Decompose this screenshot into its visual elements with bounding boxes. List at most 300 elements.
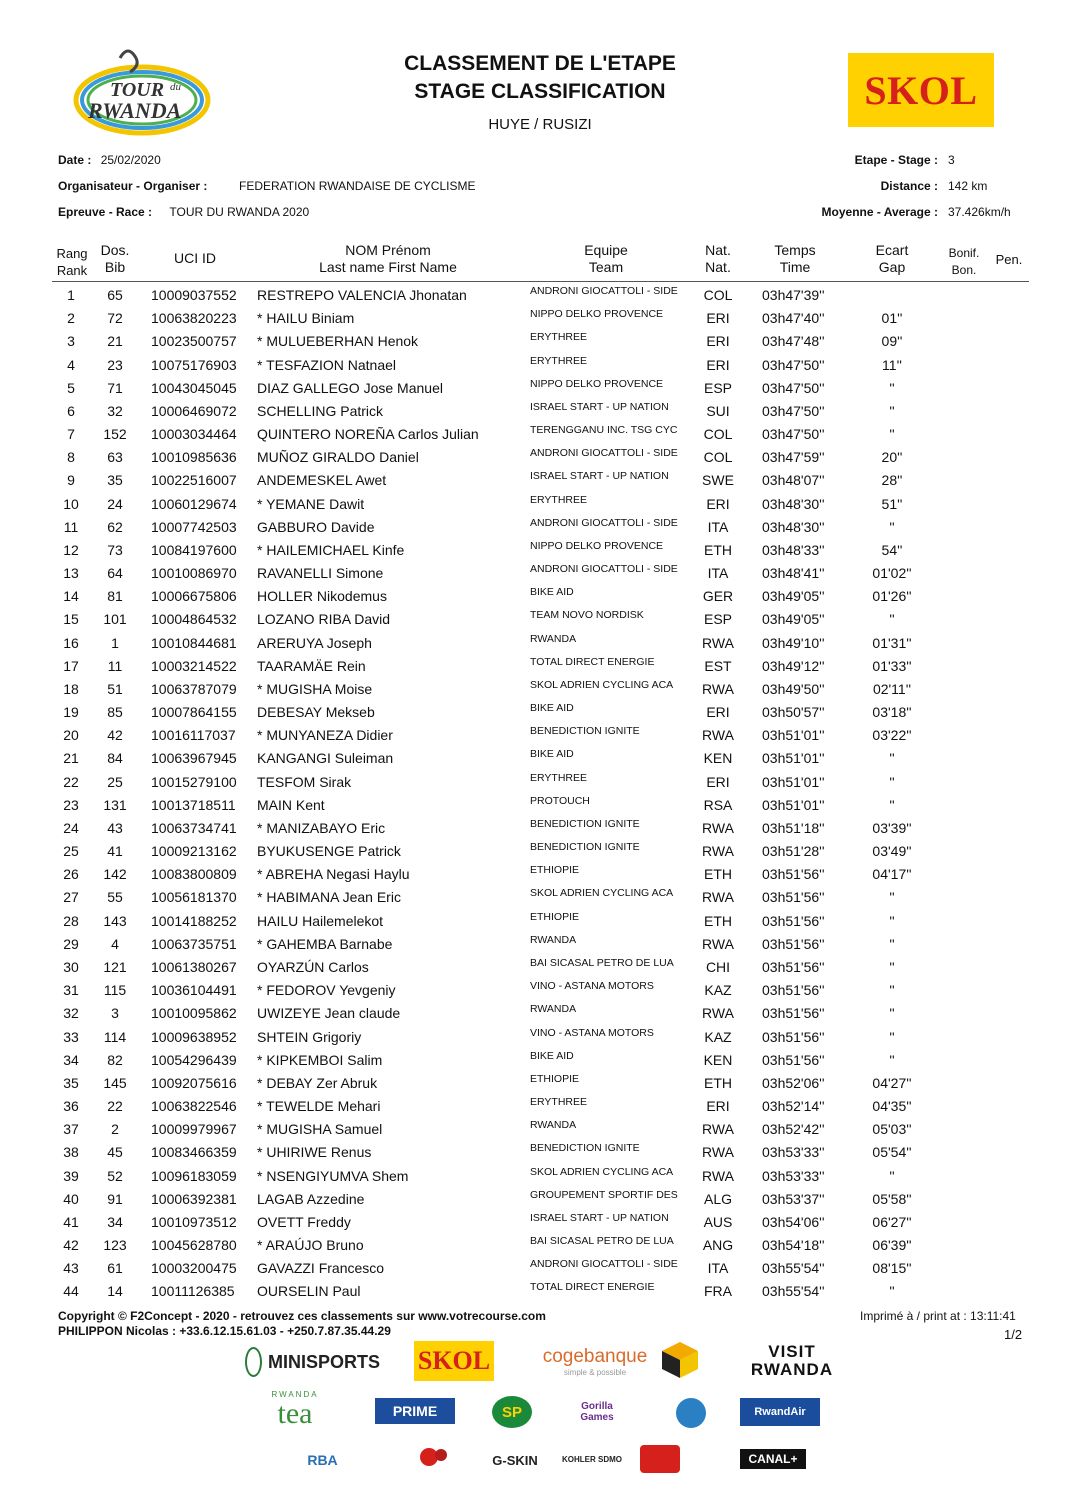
nat-cell: FRA [704, 1283, 732, 1300]
time-cell: 03h49'05'' [762, 611, 825, 628]
col-name: NOM Prénom Last name First Name [319, 242, 457, 275]
nat-cell: RWA [702, 634, 734, 651]
time-cell: 03h51'01'' [762, 773, 825, 790]
nat-cell: ETH [704, 912, 732, 929]
table-row [0, 932, 1080, 955]
table-row [0, 1256, 1080, 1279]
gap-cell: 11'' [882, 356, 902, 373]
uci-cell: 10010095862 [151, 1005, 237, 1022]
time-cell: 03h50'57'' [762, 704, 825, 721]
title-french: CLASSEMENT DE L'ETAPE [404, 52, 676, 75]
bib-cell: 73 [107, 541, 123, 558]
visit-rwanda-logo: VISIT RWANDA [750, 1342, 834, 1379]
bib-cell: 152 [103, 426, 127, 443]
time-cell: 03h47'59'' [762, 449, 825, 466]
bib-cell: 142 [103, 866, 127, 883]
nat-cell: COL [703, 287, 733, 303]
table-row [0, 607, 1080, 630]
table-row [0, 1233, 1080, 1256]
time-cell: 03h49'12'' [762, 657, 825, 674]
rank-cell: 11 [63, 518, 79, 535]
rank-cell: 42 [63, 1237, 79, 1254]
stage-label: Etape - Stage : [854, 153, 938, 167]
name-cell: DIAZ GALLEGO Jose Manuel [257, 379, 443, 396]
rank-cell: 32 [63, 1005, 79, 1022]
name-cell: OURSELIN Paul [257, 1283, 361, 1300]
name-cell: ARERUYA Joseph [257, 634, 372, 651]
team-cell: PROTOUCH [530, 794, 590, 807]
time-cell: 03h49'10'' [762, 634, 825, 651]
bib-cell: 71 [107, 379, 123, 396]
team-cell: BIKE AID [530, 702, 574, 715]
gap-cell: 05'58'' [872, 1190, 912, 1207]
table-row [0, 885, 1080, 908]
name-cell: * UHIRIWE Renus [257, 1144, 372, 1161]
rank-cell: 43 [63, 1260, 79, 1277]
gap-cell: 04'17'' [872, 866, 912, 883]
uci-cell: 10045628780 [151, 1237, 237, 1254]
bib-cell: 21 [107, 333, 123, 350]
team-cell: ANDRONI GIOCATTOLI - SIDE [530, 516, 678, 529]
uci-cell: 10063820223 [151, 310, 237, 327]
rank-cell: 40 [63, 1190, 79, 1207]
skol-logo-text: SKOL [864, 67, 978, 113]
bib-cell: 81 [107, 588, 123, 605]
table-row [0, 515, 1080, 538]
rank-cell: 16 [63, 634, 79, 651]
table-row [0, 1140, 1080, 1163]
time-cell: 03h51'28'' [762, 843, 825, 860]
team-cell: ANDRONI GIOCATTOLI - SIDE [530, 563, 678, 576]
rank-cell: 22 [63, 773, 79, 790]
gap-cell: '' [889, 982, 895, 999]
table-row [0, 723, 1080, 746]
gap-cell: 05'03'' [872, 1121, 912, 1138]
cube-logo-icon [660, 1340, 700, 1380]
uci-cell: 10036104491 [151, 982, 237, 999]
name-cell: TESFOM Sirak [257, 773, 352, 790]
table-row [0, 422, 1080, 445]
team-cell: ANDRONI GIOCATTOLI - SIDE [530, 285, 678, 297]
table-row [0, 1210, 1080, 1233]
skol-logo [848, 53, 994, 127]
nat-cell: EST [704, 657, 732, 674]
svg-text:TOUR: TOUR [110, 79, 165, 101]
bib-cell: 145 [103, 1074, 127, 1091]
rank-cell: 13 [63, 565, 79, 582]
col-bib: Dos. Bib [100, 242, 130, 275]
team-cell: NIPPO DELKO PROVENCE [530, 539, 664, 552]
uci-cell: 10009979967 [151, 1121, 237, 1138]
organiser-line [58, 179, 207, 193]
bib-cell: 63 [107, 449, 123, 466]
team-cell: ISRAEL START - UP NATION [530, 470, 669, 483]
team-cell: BENEDICTION IGNITE [530, 725, 640, 738]
tour-du-rwanda-logo [70, 38, 215, 138]
team-cell: ETHIOPIE [530, 864, 580, 877]
uci-cell: 10007864155 [151, 704, 237, 721]
classification-table [0, 283, 1080, 1303]
gap-cell: 01'02'' [872, 565, 912, 582]
table-row [0, 538, 1080, 561]
uci-cell: 10004864532 [151, 611, 237, 628]
name-cell: * KIPKEMBOI Salim [257, 1051, 383, 1068]
rank-cell: 15 [63, 611, 79, 628]
time-cell: 03h53'33'' [762, 1167, 825, 1184]
team-cell: ANDRONI GIOCATTOLI - SIDE [530, 447, 678, 460]
rank-cell: 19 [63, 704, 79, 721]
time-cell: 03h48'30'' [762, 495, 825, 512]
uci-cell: 10009037552 [151, 287, 237, 303]
time-cell: 03h51'18'' [762, 819, 825, 836]
name-cell: LAGAB Azzedine [257, 1190, 365, 1207]
name-cell: ANDEMESKEL Awet [257, 472, 387, 489]
name-cell: * TESFAZION Natnael [257, 356, 397, 373]
nat-cell: ERI [706, 1098, 730, 1115]
name-cell: MAIN Kent [257, 796, 325, 813]
gap-cell: 01'26'' [872, 588, 912, 605]
rank-cell: 29 [63, 935, 79, 952]
uci-cell: 10006392381 [151, 1190, 237, 1207]
bella-flowers-logo-icon [415, 1445, 461, 1475]
name-cell: * ARAÚJO Bruno [257, 1237, 364, 1254]
rank-cell: 18 [63, 680, 79, 697]
average-label: Moyenne - Average : [821, 205, 938, 219]
nat-cell: ETH [704, 541, 732, 558]
rank-cell: 35 [63, 1074, 79, 1091]
bib-cell: 45 [107, 1144, 123, 1161]
bib-cell: 2 [111, 1121, 119, 1138]
name-cell: RAVANELLI Simone [257, 565, 384, 582]
rank-cell: 31 [63, 982, 79, 999]
team-cell: BENEDICTION IGNITE [530, 1142, 640, 1155]
nat-cell: SWE [702, 472, 734, 489]
bib-cell: 65 [107, 287, 123, 303]
uci-cell: 10010086970 [151, 565, 237, 582]
rank-cell: 2 [67, 310, 75, 327]
gap-cell: 03'18'' [872, 704, 912, 721]
rank-cell: 24 [63, 819, 79, 836]
header-divider [52, 281, 1029, 282]
bib-cell: 82 [107, 1051, 123, 1068]
table-row [0, 1094, 1080, 1117]
col-pen: Pen. [995, 252, 1023, 267]
time-cell: 03h48'30'' [762, 518, 825, 535]
nat-cell: ETH [704, 1074, 732, 1091]
time-cell: 03h51'56'' [762, 1005, 825, 1022]
gap-cell: '' [889, 1051, 895, 1068]
bib-cell: 35 [107, 472, 123, 489]
gap-cell: 03'22'' [872, 727, 912, 744]
sp-logo: SP [492, 1396, 532, 1428]
bib-cell: 32 [107, 402, 123, 419]
nat-cell: RWA [702, 727, 734, 744]
team-cell: RWANDA [530, 1003, 577, 1016]
table-row [0, 631, 1080, 654]
name-cell: * MUGISHA Samuel [257, 1121, 383, 1138]
rank-cell: 7 [67, 426, 75, 443]
rank-cell: 39 [63, 1167, 79, 1184]
time-cell: 03h55'54'' [762, 1260, 825, 1277]
uci-cell: 10075176903 [151, 356, 237, 373]
uci-cell: 10003200475 [151, 1260, 237, 1277]
average-value: 37.426km/h [948, 205, 1011, 219]
name-cell: * TEWELDE Mehari [257, 1098, 381, 1115]
table-row [0, 978, 1080, 1001]
uci-cell: 10011126385 [151, 1283, 235, 1300]
time-cell: 03h52'14'' [762, 1098, 825, 1115]
bib-cell: 25 [107, 773, 123, 790]
race-value: TOUR DU RWANDA 2020 [169, 205, 310, 219]
print-time: Imprimé à / print at : 13:11:41 [860, 1309, 1016, 1323]
time-cell: 03h51'01'' [762, 727, 825, 744]
table-row [0, 1071, 1080, 1094]
stage-value: 3 [948, 153, 955, 167]
rank-cell: 17 [63, 657, 79, 674]
time-cell: 03h47'50'' [762, 426, 825, 443]
col-rank: Rang Rank [56, 246, 88, 278]
bib-cell: 91 [107, 1190, 123, 1207]
rank-cell: 38 [63, 1144, 79, 1161]
nat-cell: ITA [707, 518, 729, 535]
uci-cell: 10014188252 [151, 912, 237, 929]
team-cell: ERYTHREE [530, 1096, 587, 1109]
name-cell: SCHELLING Patrick [257, 402, 384, 419]
nat-cell: ERI [706, 773, 730, 790]
red-brand-logo-icon [640, 1445, 680, 1473]
bib-cell: 41 [107, 843, 123, 860]
swan-logo-icon [676, 1398, 706, 1428]
bib-cell: 3 [111, 1005, 119, 1022]
gap-cell: '' [889, 889, 895, 906]
gap-cell: '' [889, 518, 895, 535]
uci-cell: 10022516007 [151, 472, 237, 489]
table-row [0, 816, 1080, 839]
bib-cell: 51 [107, 680, 123, 697]
rank-cell: 28 [63, 912, 79, 929]
uci-cell: 10063735751 [151, 935, 237, 952]
rank-cell: 34 [63, 1051, 79, 1068]
name-cell: HAILU Hailemelekot [257, 912, 384, 929]
team-cell: RWANDA [530, 933, 577, 946]
uci-cell: 10083466359 [151, 1144, 237, 1161]
nat-cell: COL [703, 426, 733, 443]
name-cell: BYUKUSENGE Patrick [257, 843, 401, 860]
uci-cell: 10023500757 [151, 333, 237, 350]
gap-cell: '' [889, 773, 895, 790]
rank-cell: 27 [63, 889, 79, 906]
gap-cell: 03'49'' [872, 843, 912, 860]
time-cell: 03h47'50'' [762, 402, 825, 419]
bib-cell: 34 [107, 1213, 123, 1230]
uci-cell: 10083800809 [151, 866, 237, 883]
nat-cell: RSA [703, 796, 733, 813]
prime-insurance-logo: PRIME [375, 1398, 455, 1424]
team-cell: RWANDA [530, 632, 577, 645]
nat-cell: KAZ [704, 982, 732, 999]
bib-cell: 64 [107, 565, 123, 582]
table-row [0, 468, 1080, 491]
name-cell: * MUGISHA Moise [257, 680, 373, 697]
gap-cell: 20'' [881, 449, 903, 466]
bib-cell: 143 [103, 912, 127, 929]
rank-cell: 10 [63, 495, 79, 512]
bib-cell: 62 [107, 518, 123, 535]
gap-cell: '' [889, 796, 895, 813]
nat-cell: ERI [706, 310, 730, 327]
team-cell: ANDRONI GIOCATTOLI - SIDE [530, 1258, 678, 1271]
bib-cell: 72 [107, 310, 123, 327]
rank-cell: 41 [63, 1213, 79, 1230]
time-cell: 03h47'50'' [762, 356, 825, 373]
name-cell: OVETT Freddy [257, 1213, 351, 1230]
name-cell: HOLLER Nikodemus [257, 588, 387, 605]
gap-cell: 08'15'' [872, 1260, 912, 1277]
team-cell: SKOL ADRIEN CYCLING ACA [530, 1165, 674, 1178]
team-cell: TOTAL DIRECT ENERGIE [530, 655, 655, 668]
race-label: Epreuve - Race : [58, 205, 153, 219]
time-cell: 03h47'50'' [762, 379, 825, 396]
rank-cell: 12 [63, 541, 79, 558]
table-row [0, 839, 1080, 862]
nat-cell: ERI [706, 495, 730, 512]
team-cell: TOTAL DIRECT ENERGIE [530, 1281, 655, 1294]
name-cell: QUINTERO NOREÑA Carlos Julian [257, 426, 479, 443]
bib-cell: 121 [103, 958, 127, 975]
rank-cell: 1 [67, 287, 75, 303]
uci-cell: 10063822546 [151, 1098, 237, 1115]
minisports-emblem-icon [245, 1347, 262, 1377]
name-cell: MUÑOZ GIRALDO Daniel [257, 449, 419, 466]
date-line [58, 153, 161, 167]
table-row [0, 353, 1080, 376]
cogebanque-logo: cogebanque simple & possible [542, 1346, 648, 1377]
time-cell: 03h54'18'' [762, 1237, 825, 1254]
g-skin-logo: G-SKIN [492, 1452, 538, 1468]
nat-cell: RWA [702, 843, 734, 860]
table-row [0, 700, 1080, 723]
svg-text:RWANDA: RWANDA [88, 98, 182, 123]
bib-cell: 123 [103, 1237, 127, 1254]
table-row [0, 955, 1080, 978]
canal-plus-logo: CANAL+ [740, 1449, 806, 1469]
uci-cell: 10056181370 [151, 889, 237, 906]
uci-cell: 10010985636 [151, 449, 237, 466]
table-row [0, 1048, 1080, 1071]
rank-cell: 20 [63, 727, 79, 744]
time-cell: 03h52'06'' [762, 1074, 825, 1091]
time-cell: 03h51'56'' [762, 866, 825, 883]
team-cell: ETHIOPIE [530, 910, 580, 923]
team-cell: NIPPO DELKO PROVENCE [530, 377, 664, 390]
bib-cell: 11 [107, 657, 123, 674]
uci-cell: 10084197600 [151, 541, 237, 558]
gap-cell: '' [889, 379, 895, 396]
time-cell: 03h48'41'' [762, 565, 825, 582]
uci-cell: 10007742503 [151, 518, 237, 535]
uci-cell: 10003034464 [151, 426, 237, 443]
team-cell: RWANDA [530, 1119, 577, 1132]
nat-cell: KEN [703, 1051, 733, 1068]
team-cell: ETHIOPIE [530, 1072, 580, 1085]
table-row [0, 746, 1080, 769]
contact-text: PHILIPPON Nicolas : +33.6.12.15.61.03 - +250.7.87.35.44.29 [58, 1324, 391, 1338]
name-cell: * MULUEBERHAN Henok [257, 333, 419, 350]
distance-value: 142 km [948, 179, 988, 193]
table-row [0, 561, 1080, 584]
gap-cell: '' [889, 958, 895, 975]
team-cell: VINO - ASTANA MOTORS [530, 1026, 654, 1039]
table-row [0, 1117, 1080, 1140]
rank-cell: 3 [67, 333, 75, 350]
gap-cell: '' [889, 1005, 895, 1022]
bib-cell: 84 [107, 750, 123, 767]
nat-cell: RWA [702, 819, 734, 836]
team-cell: NIPPO DELKO PROVENCE [530, 308, 664, 321]
nat-cell: ERI [706, 356, 730, 373]
gap-cell: 04'27'' [872, 1074, 912, 1091]
uci-cell: 10015279100 [151, 773, 237, 790]
rank-cell: 23 [63, 796, 79, 813]
time-cell: 03h47'40'' [762, 310, 825, 327]
bib-cell: 114 [103, 1028, 127, 1045]
rank-cell: 44 [63, 1283, 79, 1300]
table-row [0, 306, 1080, 329]
gap-cell: 06'39'' [872, 1237, 912, 1254]
team-cell: VINO - ASTANA MOTORS [530, 980, 654, 993]
bib-cell: 52 [107, 1167, 123, 1184]
nat-cell: ESP [703, 611, 732, 628]
name-cell: * MANIZABAYO Eric [257, 819, 386, 836]
rank-cell: 26 [63, 866, 79, 883]
gap-cell: 01'33'' [872, 657, 912, 674]
team-cell: BENEDICTION IGNITE [530, 841, 640, 854]
name-cell: KANGANGI Suleiman [257, 750, 394, 767]
col-nat: Nat. Nat. [705, 242, 731, 275]
time-cell: 03h48'33'' [762, 541, 825, 558]
table-row [0, 1001, 1080, 1024]
nat-cell: RWA [702, 1144, 734, 1161]
bib-cell: 24 [107, 495, 123, 512]
name-cell: * ABREHA Negasi Haylu [257, 866, 410, 883]
team-cell: GROUPEMENT SPORTIF DES [530, 1188, 678, 1201]
name-cell: * HAILU Biniam [257, 310, 355, 327]
time-cell: 03h49'05'' [762, 588, 825, 605]
name-cell: RESTREPO VALENCIA Jhonatan [257, 287, 467, 303]
time-cell: 03h47'48'' [762, 333, 825, 350]
date-label: Date : [58, 153, 92, 167]
table-row [0, 445, 1080, 468]
name-cell: * HABIMANA Jean Eric [257, 889, 401, 906]
uci-cell: 10010844681 [151, 634, 237, 651]
uci-cell: 10061380267 [151, 958, 237, 975]
name-cell: GABBURO Davide [257, 518, 375, 535]
bib-cell: 55 [107, 889, 123, 906]
nat-cell: ETH [704, 866, 732, 883]
skol-sponsor-logo: SKOL [414, 1341, 494, 1381]
uci-cell: 10006469072 [151, 402, 237, 419]
gap-cell: '' [889, 1167, 895, 1184]
time-cell: 03h51'56'' [762, 1028, 825, 1045]
nat-cell: AUS [703, 1213, 733, 1230]
gap-cell: '' [889, 402, 895, 419]
team-cell: BENEDICTION IGNITE [530, 817, 640, 830]
name-cell: * DEBAY Zer Abruk [257, 1074, 378, 1091]
team-cell: ERYTHREE [530, 354, 587, 367]
nat-cell: SUI [706, 402, 730, 419]
name-cell: * MUNYANEZA Didier [257, 727, 393, 744]
col-time: Temps Time [774, 242, 816, 275]
